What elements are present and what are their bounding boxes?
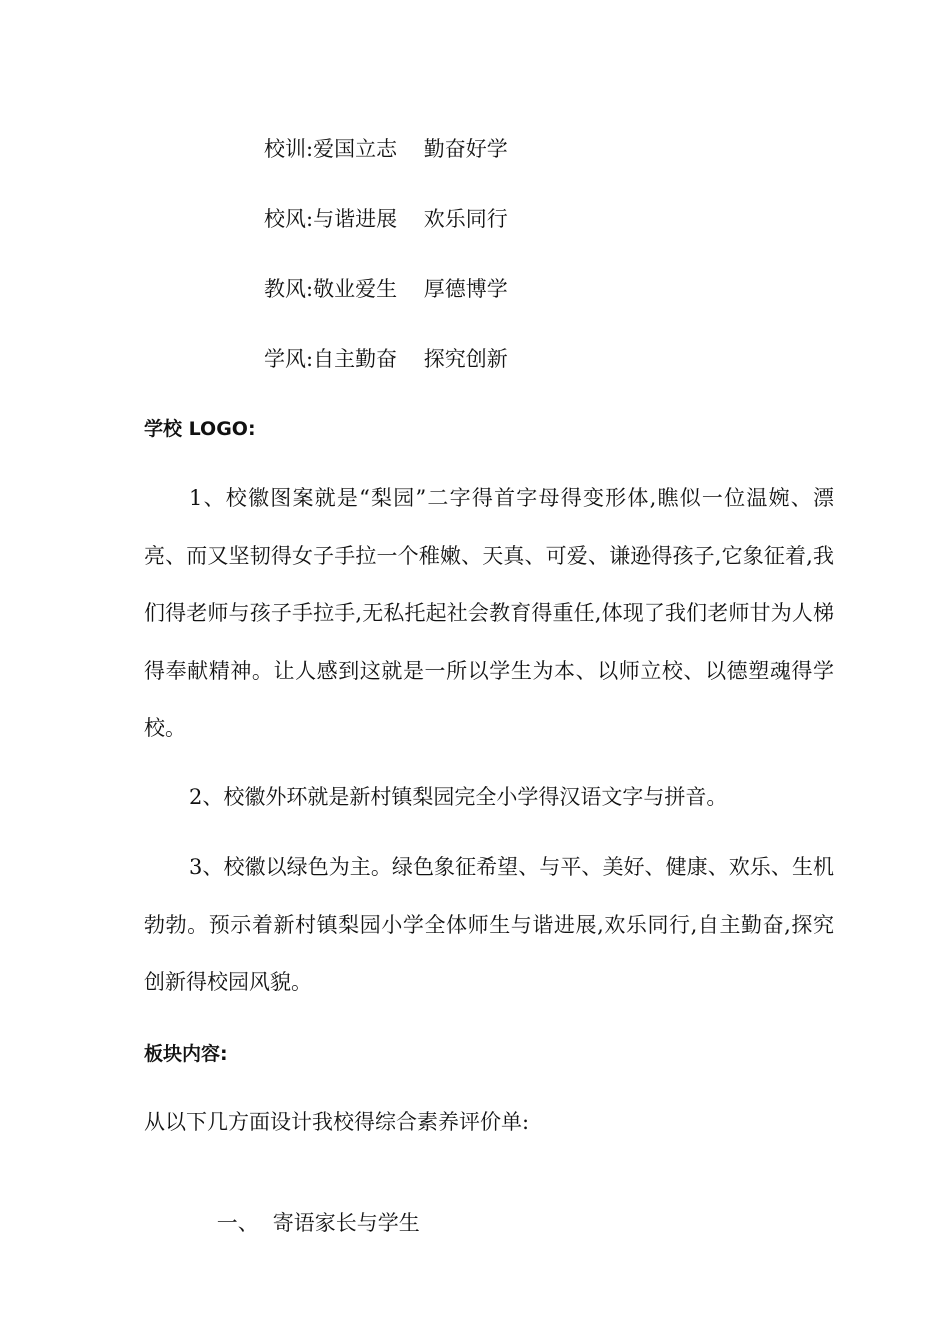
content-intro: 从以下几方面设计我校得综合素养评价单: — [144, 1110, 530, 1134]
teaching-style: 教风:敬业爱生 厚德博学 — [264, 277, 508, 301]
list-item-text: 寄语家长与学生 — [272, 1211, 420, 1235]
list-item — [190, 1178, 420, 1268]
list-item-number: 一、 — [216, 1211, 259, 1235]
logo-paragraph-2: 2、校徽外环就是新村镇梨园完全小学得汉语文字与拼音。 — [189, 785, 728, 809]
logo-paragraph-1: 1、校徽图案就是“梨园”二字得首字母得变形体,瞧似一位温婉、漂亮、而又坚韧得女子手拉一个稚嫩、天真、可爱、谦逊得孩子,它象征着,我们得老师与孩子手拉手,无私托起社会教育得重任,体现了我们老师甘为人梯得奉献精神。让人感到这就是一所以学生为本、以师立校、以德塑魂得学校。 — [144, 486, 834, 740]
school-spirit: 校风:与谐进展 欢乐同行 — [264, 207, 508, 231]
study-style: 学风:自主勤奋 探究创新 — [264, 347, 508, 371]
content-section-heading: 板块内容: — [144, 1043, 228, 1065]
logo-paragraph-3: 3、校徽以绿色为主。绿色象征希望、与平、美好、健康、欢乐、生机勃勃。预示着新村镇梨园小学全体师生与谐进展,欢乐同行,自主勤奋,探究创新得校园风貌。 — [144, 855, 834, 994]
logo-section-heading: 学校 LOGO: — [144, 418, 256, 440]
school-motto: 校训:爱国立志 勤奋好学 — [264, 137, 508, 161]
